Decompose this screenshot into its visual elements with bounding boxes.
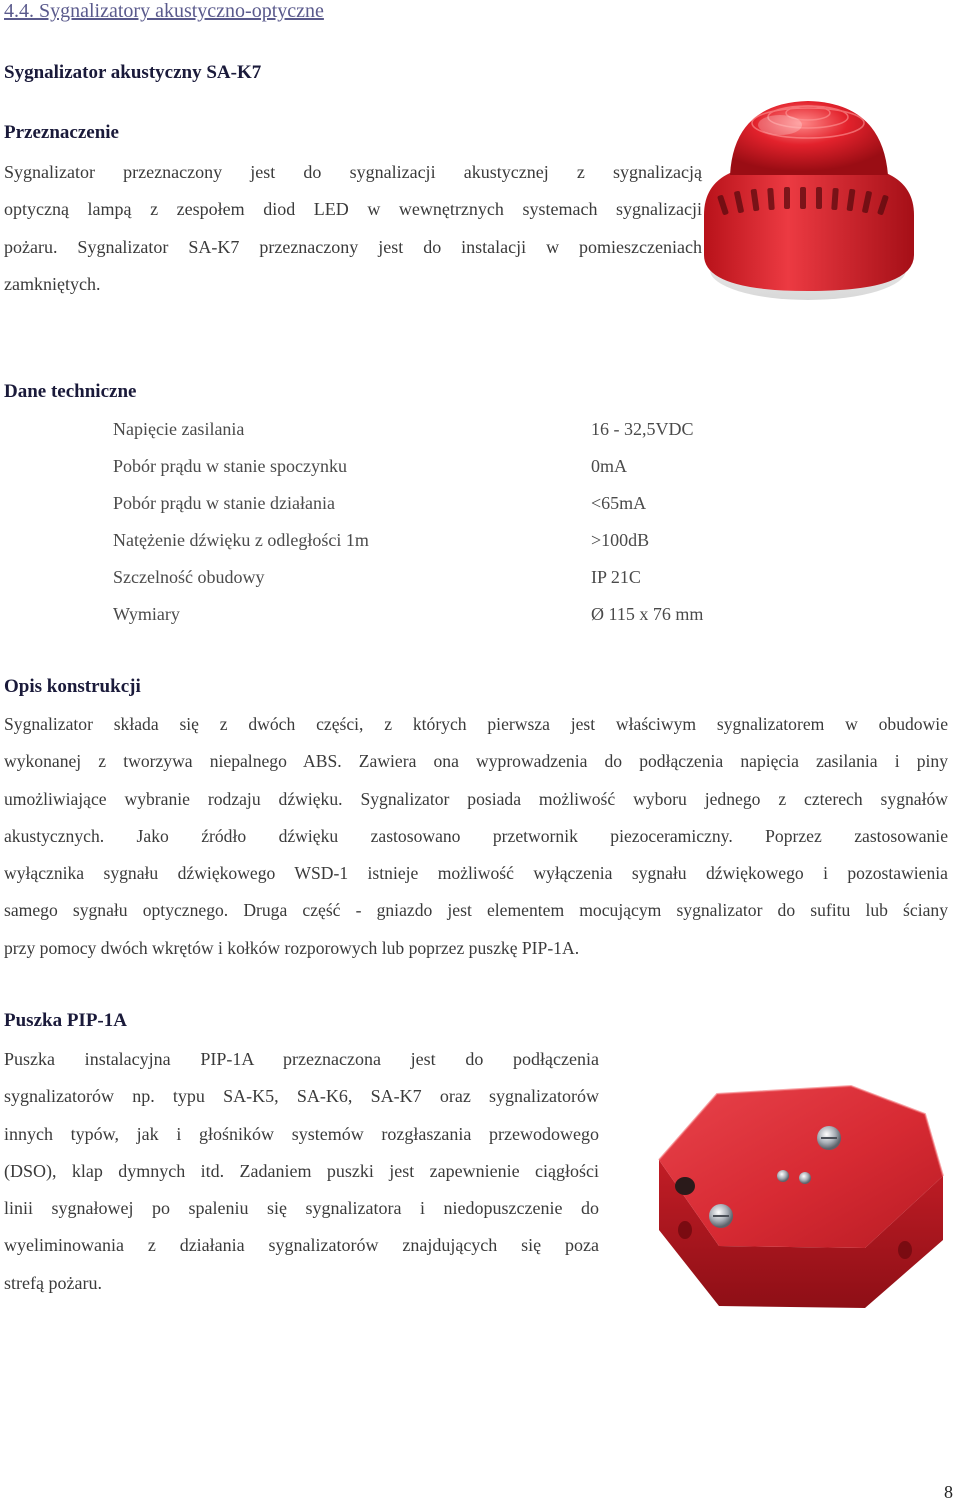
spec-label: Wymiary — [113, 604, 180, 624]
red-siren-icon — [690, 95, 928, 305]
construction-line: Sygnalizator składa się z dwóch części, z których pierwsza jest właściwym sygnalizatorem w obudowie — [4, 714, 948, 734]
spec-label: Napięcie zasilania — [113, 419, 245, 439]
specs-table — [113, 411, 813, 633]
section-title-link[interactable]: 4.4. Sygnalizatory akustyczno-optyczne — [4, 0, 324, 22]
red-junction-box-icon — [655, 1080, 947, 1312]
construction-line: samego sygnału optycznego. Druga część - gniazdo jest elementem mocującym sygnalizator do sufitu lub ściany — [4, 900, 948, 921]
construction-line: umożliwiające wybranie rodzaju dźwięku. Sygnalizator posiada możliwość wyboru jednego z czterech sygnałów — [4, 788, 948, 809]
spec-row — [113, 559, 813, 596]
construction-paragraph — [4, 706, 948, 967]
spec-label: Pobór prądu w stanie działania — [113, 493, 335, 513]
spec-row — [113, 448, 813, 485]
pip-line: Puszka instalacyjna PIP-1A przeznaczona jest do podłączenia — [4, 1049, 599, 1069]
pip-line: linii sygnałowej po spaleniu się sygnalizatora i niedopuszczenie do — [4, 1198, 599, 1219]
purpose-line: Sygnalizator przeznaczony jest do sygnalizacji akustycznej z sygnalizacją — [4, 162, 702, 182]
spec-label: Natężenie dźwięku z odległości 1m — [113, 530, 369, 550]
spec-value: >100dB — [591, 530, 650, 550]
purpose-line: optyczną lampą z zespołem diod LED w wewnętrznych systemach sygnalizacji — [4, 199, 702, 220]
pip-line: strefą pożaru. — [4, 1272, 102, 1293]
red-siren-image — [690, 95, 928, 305]
spec-value: Ø 115 x 76 mm — [591, 604, 704, 624]
spec-row — [113, 522, 813, 559]
spec-value: 0mA — [591, 456, 627, 476]
spec-label: Pobór prądu w stanie spoczynku — [113, 456, 347, 476]
pip-line: (DSO), klap dymnych itd. Zadaniem puszki jest zapewnienie ciągłości — [4, 1160, 599, 1181]
construction-line: akustycznych. Jako źródło dźwięku zastosowano przetwornik piezoceramiczny. Poprzez zastosowanie — [4, 825, 948, 846]
purpose-line: zamkniętych. — [4, 273, 101, 294]
pip-line: innych typów, jak i głośników systemów rozgłaszania przewodowego — [4, 1123, 599, 1144]
product-title-sa-k7: Sygnalizator akustyczny SA-K7 — [4, 62, 262, 83]
construction-heading: Opis konstrukcji — [4, 676, 141, 697]
pip-paragraph — [4, 1041, 599, 1302]
product-title-pip-1a: Puszka PIP-1A — [4, 1010, 127, 1031]
spec-label: Szczelność obudowy — [113, 567, 265, 587]
spec-value: IP 21C — [591, 567, 641, 587]
construction-line: przy pomocy dwóch wkrętów i kołków rozporowych lub poprzez puszkę PIP-1A. — [4, 937, 580, 958]
purpose-line: pożaru. Sygnalizator SA-K7 przeznaczony jest do instalacji w pomieszczeniach — [4, 236, 702, 257]
spec-row — [113, 485, 813, 522]
pip-line: sygnalizatorów np. typu SA-K5, SA-K6, SA-K7 oraz sygnalizatorów — [4, 1086, 599, 1107]
specs-heading: Dane techniczne — [4, 381, 137, 402]
purpose-paragraph — [4, 154, 702, 303]
spec-value: 16 - 32,5VDC — [591, 419, 694, 439]
spec-row — [113, 596, 813, 633]
spec-value: <65mA — [591, 493, 647, 513]
spec-row — [113, 411, 813, 448]
construction-line: wyłącznika sygnału dźwiękowego WSD-1 istnieje możliwość wyłączenia sygnału dźwiękowego i pozostawienia — [4, 863, 948, 884]
page-number: 8 — [944, 1482, 953, 1502]
construction-line: wykonanej z tworzywa niepalnego ABS. Zawiera ona wyprowadzenia do podłączenia napięcia zasilania i piny — [4, 751, 948, 772]
purpose-heading: Przeznaczenie — [4, 122, 119, 143]
pip-line: wyeliminowania z działania sygnalizatorów znajdujących się poza — [4, 1235, 599, 1256]
red-junction-box-image — [655, 1080, 947, 1312]
